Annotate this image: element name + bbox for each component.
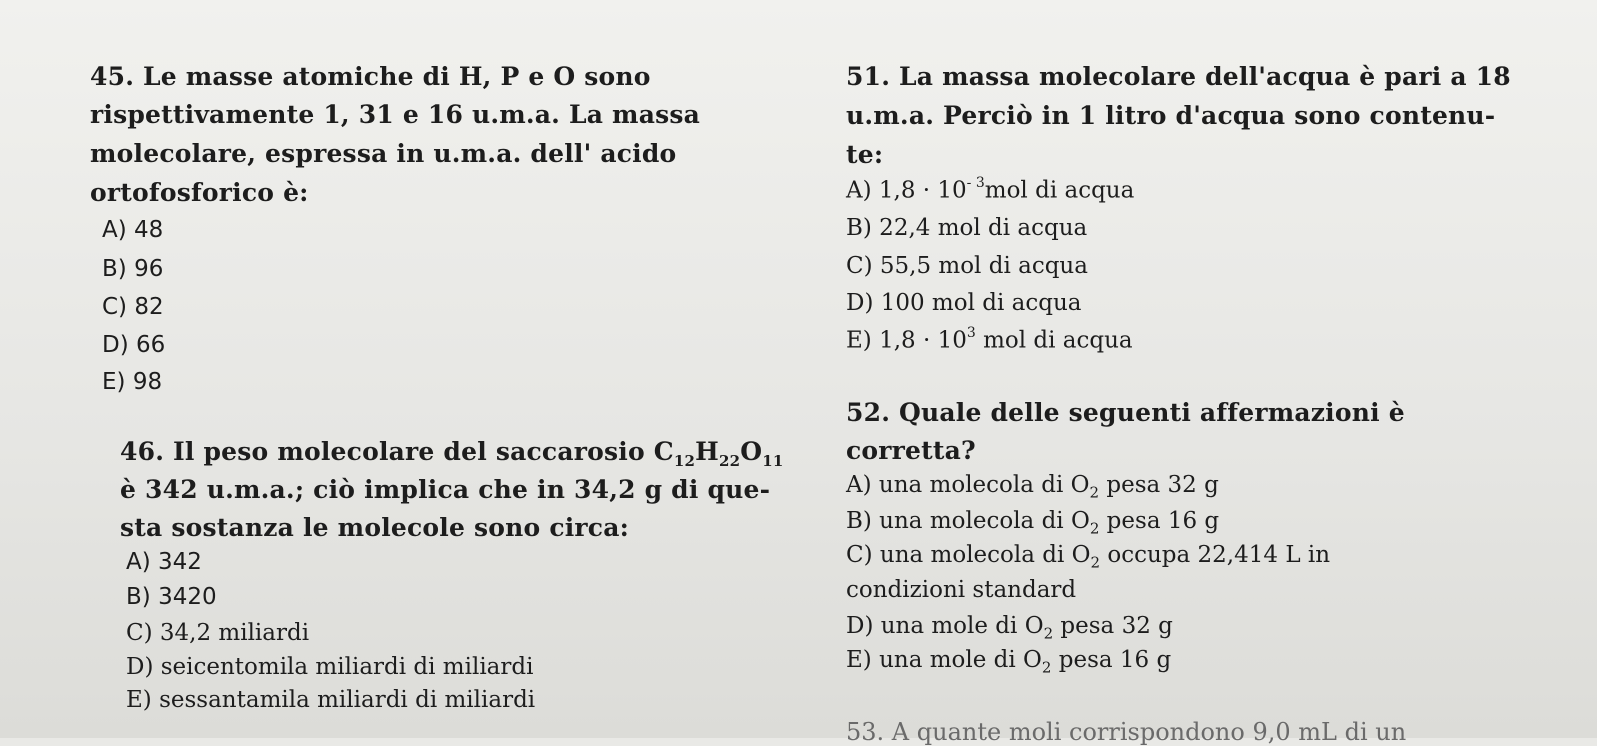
- q45-option-a: A) 48: [102, 217, 164, 243]
- q52-option-a: A) una molecola di $O_2$ pesa 32 g: [846, 472, 1219, 502]
- q45-line-4: ortofosforico è:: [90, 178, 309, 207]
- q51-option-b: B) 22,4 mol di acqua: [846, 215, 1088, 241]
- q52-option-c-continued: condizioni standard: [846, 577, 1077, 603]
- q51-option-c: C) 55,5 mol di acqua: [846, 253, 1088, 279]
- q45-option-e: E) 98: [102, 369, 163, 395]
- q52-line-2: corretta?: [846, 436, 976, 465]
- q45-line-2: rispettivamente 1, 31 e 16 u.m.a. La massa: [90, 100, 701, 129]
- q51-line-2: u.m.a. Perciò in 1 litro d'acqua sono contenu-: [846, 101, 1496, 130]
- q51-option-e: E) $1,8 \cdot 10^3$ mol di acqua: [846, 325, 1133, 354]
- q46-line-1: 46. Il peso molecolare del saccarosio $C_{12}H_{22}O_{11}$: [120, 437, 784, 470]
- q46-option-a: A) 342: [126, 549, 202, 575]
- q45-option-c: C) 82: [102, 294, 164, 320]
- q46-option-d: D) seicentomila miliardi di miliardi: [126, 654, 534, 680]
- q46-option-c: C) 34,2 miliardi: [126, 620, 310, 646]
- q51-option-a: A) $1,8 \cdot 10^{- 3}mol$ di acqua: [846, 175, 1135, 204]
- q46-option-b: B) 3420: [126, 584, 217, 610]
- q51-line-1: 51. La massa molecolare dell'acqua è pari a 18: [846, 62, 1511, 91]
- q45-option-d: D) 66: [102, 332, 166, 358]
- q52-option-e: E) una mole di $O_2$ pesa 16 g: [846, 647, 1172, 677]
- q46-line-2: è 342 u.m.a.; ciò implica che in 34,2 g di que-: [120, 475, 771, 504]
- q52-option-c: C) una molecola di $O_2$ occupa 22,414 L in: [846, 542, 1331, 572]
- q46-line-3: sta sostanza le molecole sono circa:: [120, 513, 630, 542]
- q51-option-d: D) 100 mol di acqua: [846, 290, 1082, 316]
- q45-option-b: B) 96: [102, 256, 164, 282]
- q51-line-3: te:: [846, 140, 884, 169]
- q52-option-b: B) una molecola di $O_2$ pesa 16 g: [846, 508, 1220, 538]
- q45-line-1: 45. Le masse atomiche di H, P e O sono: [90, 62, 651, 91]
- q52-option-d: D) una mole di $O_2$ pesa 32 g: [846, 613, 1173, 643]
- q52-line-1: 52. Quale delle seguenti affermazioni è: [846, 398, 1405, 427]
- q53-cut-off-line: 53. A quante moli corrispondono 9,0 mL di un: [846, 718, 1407, 746]
- q46-option-e: E) sessantamila miliardi di miliardi: [126, 687, 536, 713]
- q45-line-3: molecolare, espressa in u.m.a. dell' acido: [90, 139, 677, 168]
